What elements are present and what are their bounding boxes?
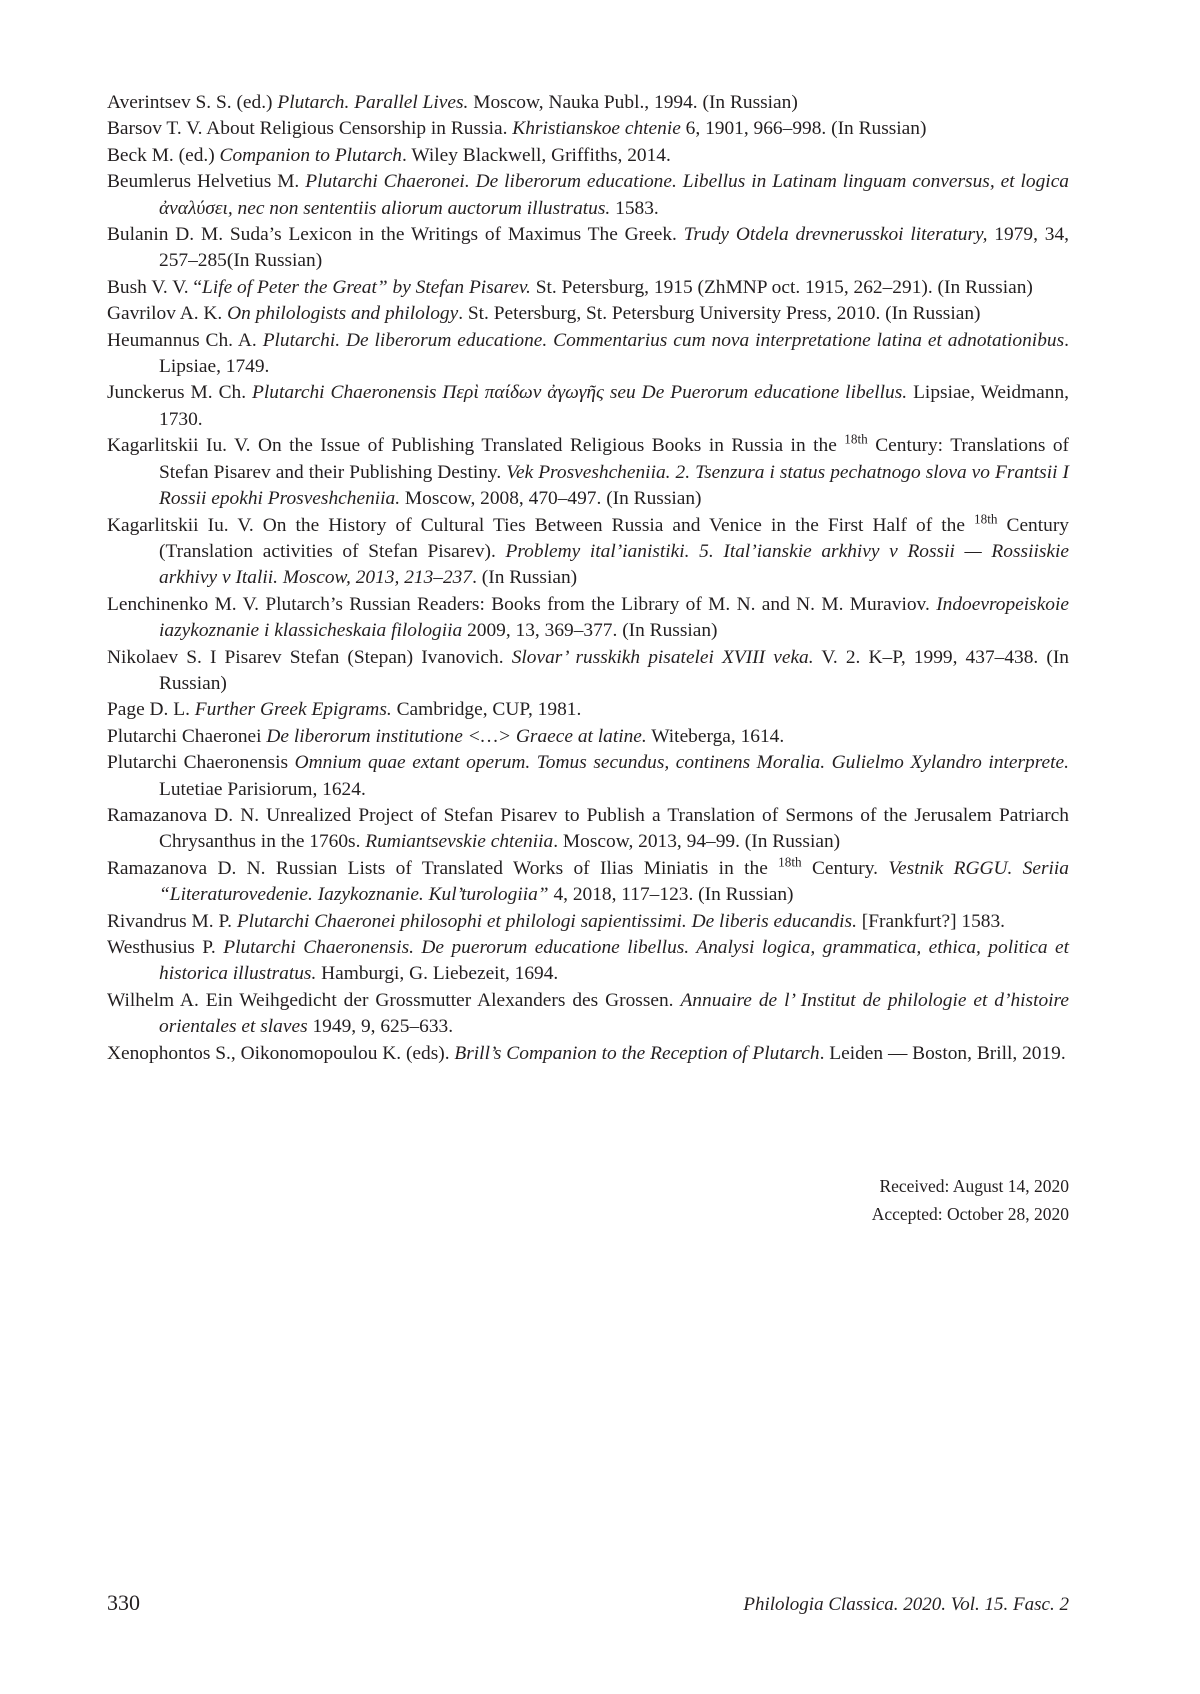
reference-publication: 1949, 9, 625–633. [307, 1016, 454, 1038]
reference-publication: 1583. [610, 197, 659, 219]
reference-entry [107, 697, 1069, 723]
reference-entry [107, 328, 1069, 381]
reference-title: Plutarchi Chaeronensis Περὶ παίδων ἀγωγῆς seu De Puerorum educatione libellus. [252, 382, 908, 404]
reference-author: Barsov T. V. About Religious Censorship in Russia. [107, 118, 513, 140]
reference-entry [107, 856, 1069, 909]
reference-entry [107, 750, 1069, 803]
reference-author: Beck M. (ed.) [107, 144, 220, 166]
reference-title: Plutarchi. De liberorum educatione. Commentarius cum nova interpretatione latina et adnotationibus [262, 329, 1065, 351]
running-title: Philologia Classica. 2020. Vol. 15. Fasc. 2 [743, 1594, 1069, 1615]
reference-title: Companion to Plutarch [219, 144, 402, 166]
reference-author: Junckerus M. Ch. [107, 382, 253, 404]
reference-author: Rivandrus M. P. [107, 910, 237, 932]
reference-entry [107, 724, 1069, 750]
reference-title: Indoevropeiskoie iazykoznanie i klassicheskaia filologiia [159, 593, 1069, 642]
reference-title: Plutarch. Parallel Lives. [277, 92, 469, 113]
reference-entry [107, 143, 1069, 169]
reference-entry [107, 116, 1069, 142]
reference-author: Lenchinenko M. V. Plutarch’s Russian Readers: Books from the Library of M. N. and N. M. Muraviov. [107, 593, 937, 615]
reference-entry [107, 513, 1069, 592]
reference-author: Kagarlitskii Iu. V. On the History of Cultural Ties Between Russia and Venice in the First Half of the [107, 514, 974, 536]
reference-title: Slovar’ russkikh pisatelei XVIII veka. [511, 646, 814, 668]
reference-author-continued: Century: Translations of Stefan Pisarev and their Publishing Destiny. [159, 435, 1069, 483]
accepted-date: Accepted: October 28, 2020 [871, 1204, 1069, 1224]
reference-publication: . (In Russian) [472, 567, 578, 589]
reference-entry [107, 935, 1069, 988]
reference-publication: 2009, 13, 369–377. (In Russian) [462, 620, 718, 642]
reference-title: Annuaire de l’ Institut de philologie et d’histoire orientales et slaves [159, 989, 1069, 1038]
reference-title: Life of Peter the Great” by Stefan Pisarev. [202, 276, 531, 298]
reference-title: Brill’s Companion to the Reception of Plutarch [454, 1042, 820, 1064]
reference-publication: V. 2. K–P, 1999, 437–438. (In Russian) [159, 646, 1069, 694]
reference-title: Vek Prosveshcheniia. 2. Tsenzura i status pechatnogo slova vo Frantsii I Rossii epokhi Prosveshcheniia. [159, 461, 1069, 510]
reference-author: Gavrilov A. K. [107, 303, 228, 325]
reference-publication: St. Petersburg, 1915 (ZhMNP oct. 1915, 262–291). (In Russian) [530, 276, 1033, 298]
reference-publication: . Moscow, 2013, 94–99. (In Russian) [553, 831, 841, 853]
reference-title: Further Greek Epigrams. [194, 699, 392, 721]
submission-dates [872, 1172, 1069, 1228]
reference-author: Kagarlitskii Iu. V. On the Issue of Publishing Translated Religious Books in Russia in the [107, 435, 845, 457]
reference-title: Vestnik RGGU. Seriia “Literaturovedenie. Iazykoznanie. Kul’turologiia” [159, 857, 1069, 906]
reference-author: Heumannus Ch. A. [107, 329, 263, 351]
reference-entry [107, 169, 1069, 222]
reference-entry [107, 380, 1069, 433]
reference-publication: . Leiden — Boston, Brill, 2019. [819, 1042, 1066, 1064]
reference-title: Problemy ital’ianistiki. 5. Ital’ianskie arkhivy v Rossii — Rossiiskie arkhivy v Italii. Moscow, 2013, 213–237 [159, 540, 1069, 589]
reference-author: Wilhelm A. Ein Weihgedicht der Grossmutter Alexanders des Grossen. [107, 989, 681, 1011]
reference-author-continued: Century (Translation activities of Stefan Pisarev). [159, 514, 1069, 562]
reference-entry [107, 803, 1069, 856]
reference-superscript: 18th [778, 854, 802, 870]
reference-title: Plutarchi Chaeronei. De liberorum educatione. Libellus in Latinam linguam conversus, et logica ἀναλύσει, nec non sententiis aliorum auctorum illustratus. [159, 171, 1069, 219]
reference-publication: Moscow, 2008, 470–497. (In Russian) [400, 488, 702, 510]
reference-publication: . Wiley Blackwell, Griffiths, 2014. [401, 144, 671, 166]
reference-entry [107, 645, 1069, 698]
reference-author: Xenophontos S., Oikonomopoulou K. (eds). [107, 1042, 455, 1064]
reference-entry [107, 433, 1069, 512]
reference-publication: 6, 1901, 966–998. (In Russian) [680, 118, 927, 140]
reference-author: Ramazanova D. N. Russian Lists of Translated Works of Ilias Miniatis in the [107, 857, 779, 879]
reference-author: Beumlerus Helvetius M. [107, 171, 306, 193]
reference-publication: Cambridge, CUP, 1981. [391, 699, 582, 721]
reference-author: Averintsev S. S. (ed.) [107, 92, 278, 113]
reference-list [107, 90, 1069, 1067]
page-footer [107, 1590, 1069, 1620]
reference-publication: 4, 2018, 117–123. (In Russian) [548, 884, 794, 906]
reference-publication: Witeberga, 1614. [646, 725, 785, 747]
reference-publication: Lutetiae Parisiorum, 1624. [159, 778, 366, 800]
reference-entry [107, 90, 1069, 116]
reference-entry [107, 1041, 1069, 1067]
reference-author: Bush V. V. “ [107, 276, 203, 298]
reference-title: Khristianskoe chtenie [512, 118, 681, 140]
reference-title: Plutarchi Chaeronensis. De puerorum educatione libellus. Analysi logica, grammatica, ethica, politica et historica illustratus. [159, 937, 1069, 985]
reference-author: Page D. L. [107, 699, 195, 721]
reference-title: De liberorum institutione <…> Graece at latine. [266, 725, 647, 747]
reference-title: Rumiantsevskie chteniia [365, 831, 554, 853]
reference-superscript: 18th [844, 431, 868, 447]
reference-author: Nikolaev S. I Pisarev Stefan (Stepan) Ivanovich. [107, 646, 512, 668]
reference-superscript: 18th [974, 511, 998, 527]
reference-publication: . St. Petersburg, St. Petersburg University Press, 2010. (In Russian) [458, 303, 981, 325]
reference-author: Plutarchi Chaeronensis [107, 752, 295, 774]
reference-author: Bulanin D. M. Suda’s Lexicon in the Writings of Maximus The Greek. [107, 224, 684, 246]
reference-title: Omnium quae extant operum. Tomus secundus, continens Moralia. Gulielmo Xylandro interprete. [294, 752, 1069, 774]
reference-entry [107, 301, 1069, 327]
reference-publication: Hamburgi, G. Liebezeit, 1694. [316, 963, 559, 985]
reference-author: Ramazanova D. N. Unrealized Project of Stefan Pisarev to Publish a Translation of Sermons of the Jerusalem Patriarch Chrysanthus in the 1760s. [107, 804, 1069, 853]
received-date: Received: August 14, 2020 [879, 1176, 1069, 1196]
reference-entry [107, 988, 1069, 1041]
reference-author: Plutarchi Chaeronei [107, 725, 267, 747]
reference-title: On philologists and philology [227, 303, 459, 325]
reference-author: Westhusius P. [107, 937, 224, 958]
reference-entry [107, 592, 1069, 645]
reference-title: Plutarchi Chaeronei philosophi et philologi sapientissimi. De liberis educandis. [236, 910, 857, 932]
reference-publication: [Frankfurt?] 1583. [856, 910, 1006, 932]
reference-title: Trudy Otdela drevnerusskoi literatury, [683, 224, 988, 246]
reference-publication: Lipsiae, Weidmann, 1730. [159, 382, 1069, 430]
reference-entry [107, 275, 1069, 301]
reference-author-continued: Century. [801, 857, 889, 879]
reference-entry [107, 909, 1069, 935]
reference-publication: 1979, 34, 257–285(In Russian) [159, 224, 1070, 272]
reference-entry [107, 222, 1069, 275]
page-number: 330 [107, 1590, 140, 1615]
reference-publication: . Lipsiae, 1749. [159, 329, 1069, 378]
reference-publication: Moscow, Nauka Publ., 1994. (In Russian) [468, 92, 798, 113]
